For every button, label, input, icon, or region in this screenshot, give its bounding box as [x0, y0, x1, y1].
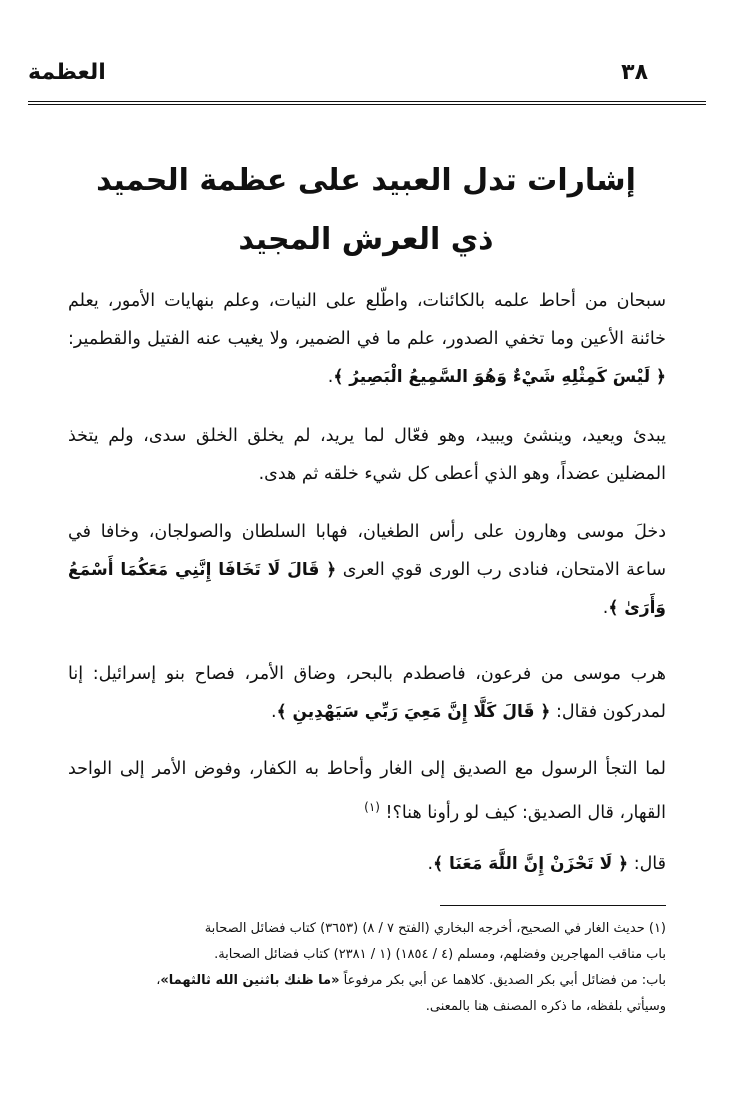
quran-verse: ﴿ قَالَ لَا تَخَافَا إِنَّنِي مَعَكُمَا أَسْمَعُ وَأَرَىٰ ﴾ [68, 560, 666, 618]
paragraph-text: دخلَ موسى وهارون على رأس الطغيان، فهابا السلطان والصولجان، وخافا في ساعة الامتحان، فنادى رب الورى قوي العرى [68, 522, 666, 580]
paragraph-text: لما التجأ الرسول مع الصديق إلى الغار وأحاط به الكفار، وفوض الأمر إلى الواحد القهار، قال الصديق: كيف لو رأونا هنا؟! [68, 759, 666, 823]
paragraph-end: . [427, 854, 434, 874]
footnote-line [68, 968, 666, 994]
paragraph-end: . [327, 367, 334, 387]
paragraph-2 [68, 417, 666, 493]
chapter-title-line2: ذي العرش المجيد [238, 222, 494, 257]
header-rule [28, 101, 706, 102]
quran-verse: ﴿ لَا تَحْزَنْ إِنَّ اللَّهَ مَعَنَا ﴾ [433, 854, 629, 874]
paragraph-4 [68, 655, 666, 731]
paragraph-text: يبدئ ويعيد، وينشئ ويبيد، وهو فعّال لما يريد، لم يخلق الخلق سدى، ولم يتخذ المضلين عضداً، وهو الذي أعطى كل شيء خلقه ثم هدى. [68, 426, 666, 484]
paragraph-1 [68, 282, 666, 396]
quran-verse: ﴿ لَيْسَ كَمِثْلِهِ شَيْءٌ وَهُوَ السَّمِيعُ الْبَصِيرُ ﴾ [333, 367, 666, 387]
paragraph-6 [68, 845, 666, 883]
footnote-end: ، [156, 973, 161, 988]
paragraph-text: سبحان من أحاط علمه بالكائنات، واطّلع على النيات، وعلم بنهايات الأمور، يعلم خائنة الأعين وما تخفي الصدور، علم ما في الضمير، ولا يغيب عنه الفتيل والقطمير: [68, 291, 666, 349]
hadith-quote: «ما ظنك باثنين الله ثالثهما» [160, 973, 340, 988]
paragraph-text: هرب موسى من فرعون، فاصطدم بالبحر، وضاق الأمر، فصاح بنو إسرائيل: إنا لمدركون فقال: [68, 664, 666, 722]
paragraph-text: قال: [628, 854, 666, 874]
footnote-text: باب: من فضائل أبي بكر الصديق. كلاهما عن أبي بكر مرفوعاً [339, 973, 666, 988]
footnote-line: باب مناقب المهاجرين وفضلهم، ومسلم (٤ / ١٨٥٤) (١ / ٢٣٨١) كتاب فضائل الصحابة. [214, 947, 666, 962]
footnote-reference[interactable]: (١) [364, 800, 380, 814]
footnote-separator [440, 905, 666, 906]
footnote-block [68, 916, 666, 1020]
paragraph-3 [68, 513, 666, 627]
paragraph-end: . [602, 598, 609, 618]
page-number: ٣٨ [621, 60, 648, 85]
header-rule-thin [28, 104, 706, 105]
paragraph-end: . [270, 702, 277, 722]
running-header-title: العظمة [28, 60, 106, 85]
quran-verse: ﴿ قَالَ كَلَّا إِنَّ مَعِيَ رَبِّي سَيَهْدِينِ ﴾ [276, 702, 551, 722]
chapter-title-line1: إشارات تدل العبيد على عظمة الحميد [96, 163, 636, 198]
footnote-line: وسيأتي بلفظه، ما ذكره المصنف هنا بالمعنى. [425, 999, 666, 1014]
footnote-line: (١) حديث الغار في الصحيح، أخرجه البخاري (الفتح ٧ / ٨) (٣٦٥٣) كتاب فضائل الصحابة [204, 921, 666, 936]
paragraph-5 [68, 750, 666, 832]
